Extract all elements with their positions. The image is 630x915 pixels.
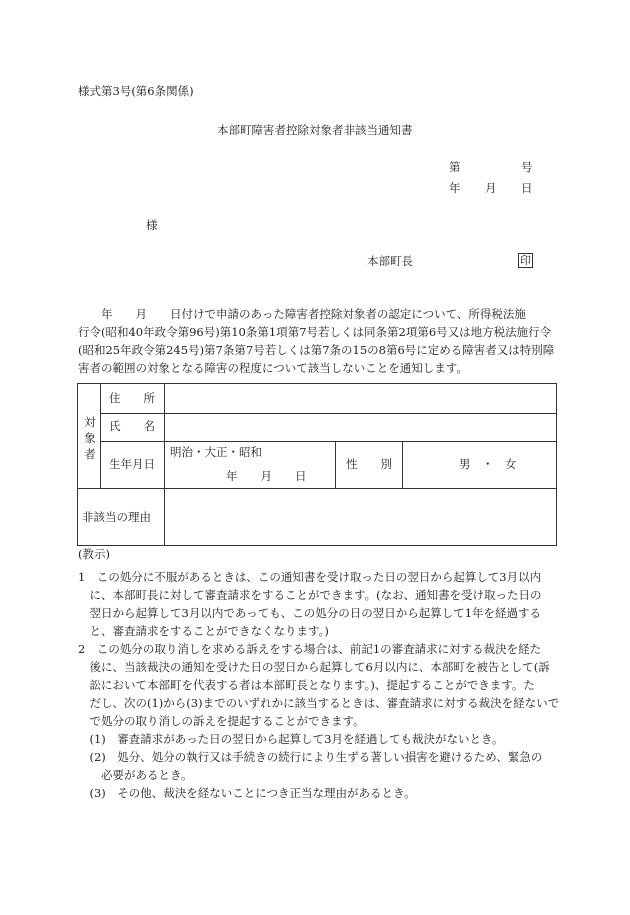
notice-heading: (教示) bbox=[78, 547, 110, 561]
body-line: (昭和25年政令第245号)第7条第7号若しくは第7条の15の8第6号に定める障害者又は特別障 bbox=[78, 343, 555, 357]
notice-line: に、本部町長に対して審査請求をすることができます。(なお、通知書を受け取った日の bbox=[78, 588, 542, 602]
notice-line: 1 この処分に不服があるときは、この通知書を受け取った日の翌日から起算して3月以内 bbox=[78, 570, 542, 584]
subject-label: 対 象 者 bbox=[84, 415, 96, 461]
date-year: 年 bbox=[449, 181, 461, 195]
sex-label: 性 別 bbox=[346, 457, 392, 471]
notice-line: 後に、当該裁決の通知を受けた日の翌日から起算して6月以内に、本部町を被告として(訴 bbox=[78, 660, 550, 674]
document-title: 本部町障害者控除対象者非該当通知書 bbox=[217, 123, 413, 137]
name-label: 氏 名 bbox=[109, 419, 155, 433]
date-month: 月 bbox=[485, 181, 497, 195]
address-field[interactable] bbox=[166, 386, 554, 411]
form-label: 様式第3号(第6条関係) bbox=[78, 84, 194, 98]
name-field[interactable] bbox=[166, 415, 554, 439]
body-line: 害者の範囲の対象となる障害の程度について該当しないことを通知します。 bbox=[78, 361, 468, 375]
birth-date-format[interactable]: 年 月 日 bbox=[226, 469, 307, 483]
notice-text bbox=[78, 568, 568, 802]
addressee-suffix: 様 bbox=[146, 218, 158, 232]
notice-line: で処分の取り消しの訴えを提起することができます。 bbox=[78, 714, 365, 728]
subject-table bbox=[77, 383, 557, 546]
seal-stamp: 印 bbox=[520, 254, 531, 267]
reason-label: 非該当の理由 bbox=[82, 510, 151, 524]
body-text bbox=[78, 305, 558, 377]
address-label: 住 所 bbox=[109, 391, 155, 405]
body-line: 行令(昭和40年政令第96号)第10条第1項第7号若しくは同条第2項第6号又は地方税法施行令 bbox=[78, 325, 552, 339]
notice-line: 翌日から起算して3月以内であっても、この処分の日の翌日から起算して1年を経過する bbox=[78, 606, 542, 620]
notice-line: 必要があるとき。 bbox=[78, 768, 193, 782]
notice-line: 2 この処分の取り消しを求める訴えをする場合は、前記1の審査請求に対する裁決を経た bbox=[78, 642, 542, 656]
sex-options[interactable]: 男 ・ 女 bbox=[459, 457, 517, 471]
notice-line: (1) 審査請求があった日の翌日から起算して3月を経過しても裁決がないとき。 bbox=[78, 732, 504, 746]
notice-line: 訟において本部町を代表する者は本部町長となります。)、提起することができます。た bbox=[78, 678, 535, 692]
birth-label: 生年月日 bbox=[109, 457, 155, 471]
notice-line: と、審査請求をすることができなくなります。) bbox=[78, 624, 329, 638]
body-line: 年 月 日付けで申請のあった障害者控除対象者の認定について、所得税法施 bbox=[78, 307, 526, 321]
notice-line: (3) その他、裁決を経ないことにつき正当な理由があるとき。 bbox=[78, 786, 416, 800]
number-dai: 第 bbox=[449, 160, 461, 174]
notice-line: だし、次の(1)から(3)までのいずれかに該当するときは、審査請求に対する裁決を経ないで bbox=[78, 696, 560, 710]
number-go: 号 bbox=[521, 160, 533, 174]
date-day: 日 bbox=[521, 181, 533, 195]
notice-line: (2) 処分、処分の執行又は手続きの続行により生ずる著しい損害を避けるため、緊急の bbox=[78, 750, 543, 764]
issuer-name: 本部町長 bbox=[367, 254, 413, 268]
reason-field[interactable] bbox=[166, 490, 554, 543]
era-options[interactable]: 明治・大正・昭和 bbox=[170, 445, 262, 459]
